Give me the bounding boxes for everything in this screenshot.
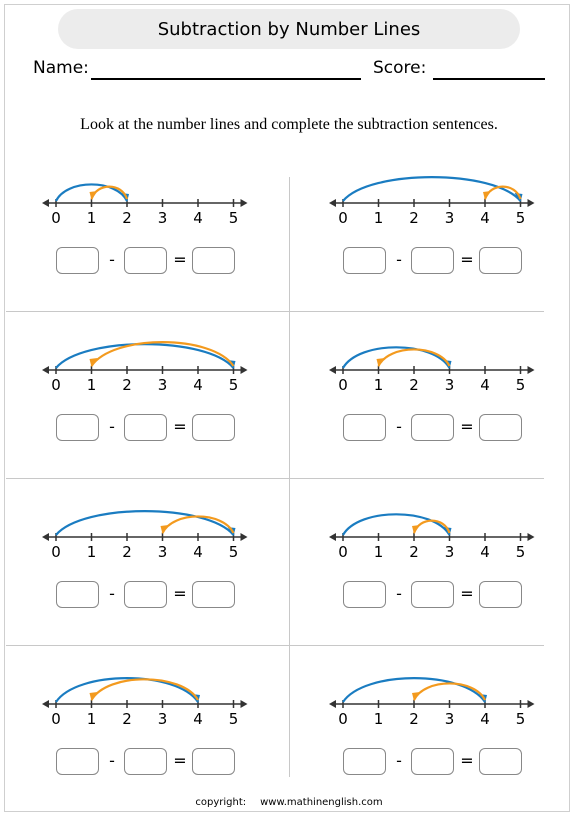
tick-label: 0: [51, 710, 61, 728]
axis-left-arrow-icon: [329, 700, 336, 708]
tick-label: 2: [409, 209, 419, 227]
tick-label: 0: [51, 543, 61, 561]
backward-jump-arc-arrowhead: [412, 692, 420, 701]
tick-label: 3: [157, 376, 168, 394]
tick-label: 5: [515, 209, 526, 227]
equals-sign: =: [173, 584, 187, 603]
tick-label: 4: [193, 543, 203, 561]
tick-label: 2: [122, 543, 132, 561]
tick-label: 0: [338, 710, 348, 728]
equals-sign: =: [173, 250, 187, 269]
tick-label: 3: [444, 543, 455, 561]
tick-label: 1: [373, 376, 384, 394]
website-link[interactable]: www.mathinenglish.com: [260, 797, 383, 808]
equals-sign: =: [173, 751, 187, 770]
instructions: Look at the number lines and complete the subtraction sentences.: [80, 116, 498, 133]
score-label: Score:: [373, 58, 427, 78]
tick-label: 2: [409, 710, 419, 728]
minus-sign: -: [396, 250, 402, 269]
tick-label: 3: [157, 209, 168, 227]
tick-label: 4: [480, 209, 490, 227]
tick-label: 1: [86, 710, 97, 728]
tick-label: 1: [86, 209, 97, 227]
equals-sign: =: [460, 751, 474, 770]
equals-sign: =: [173, 417, 187, 436]
tick-label: 1: [373, 543, 384, 561]
minus-sign: -: [109, 751, 115, 770]
equals-sign: =: [460, 250, 474, 269]
tick-label: 2: [409, 376, 419, 394]
minus-sign: -: [109, 250, 115, 269]
tick-label: 0: [51, 376, 61, 394]
tick-label: 1: [373, 710, 384, 728]
minus-sign: -: [396, 751, 402, 770]
tick-label: 3: [444, 376, 455, 394]
equals-sign: =: [460, 584, 474, 603]
minus-sign: -: [396, 417, 402, 436]
tick-label: 3: [157, 710, 168, 728]
tick-label: 5: [228, 710, 239, 728]
tick-label: 4: [193, 376, 203, 394]
tick-label: 5: [228, 209, 239, 227]
tick-label: 3: [444, 209, 455, 227]
tick-label: 4: [480, 543, 490, 561]
tick-label: 5: [228, 543, 239, 561]
worksheet-title-text: Subtraction by Number Lines: [157, 18, 421, 40]
tick-label: 1: [86, 376, 97, 394]
equals-sign: =: [460, 417, 474, 436]
subtrahend-input-box[interactable]: [411, 748, 454, 775]
tick-label: 2: [409, 543, 419, 561]
tick-label: 5: [515, 543, 526, 561]
tick-label: 4: [480, 710, 490, 728]
name-label: Name:: [33, 58, 89, 78]
tick-label: 4: [193, 710, 203, 728]
tick-label: 4: [193, 209, 203, 227]
tick-label: 1: [86, 543, 97, 561]
tick-label: 3: [157, 543, 168, 561]
footer: [0, 797, 578, 808]
minus-sign: -: [109, 417, 115, 436]
tick-label: 1: [373, 209, 384, 227]
tick-label: 0: [338, 543, 348, 561]
tick-label: 3: [444, 710, 455, 728]
tick-label: 5: [515, 710, 526, 728]
minus-sign: -: [109, 584, 115, 603]
tick-label: 2: [122, 376, 132, 394]
tick-label: 0: [51, 209, 61, 227]
tick-label: 0: [338, 376, 348, 394]
axis-right-arrow-icon: [528, 700, 535, 708]
tick-label: 5: [515, 376, 526, 394]
tick-label: 0: [338, 209, 348, 227]
tick-label: 2: [122, 209, 132, 227]
tick-label: 5: [228, 376, 239, 394]
copyright-label: copyright:: [195, 797, 247, 808]
minuend-input-box[interactable]: [343, 748, 386, 775]
tick-label: 4: [480, 376, 490, 394]
tick-label: 2: [122, 710, 132, 728]
minus-sign: -: [396, 584, 402, 603]
difference-input-box[interactable]: [479, 748, 522, 775]
